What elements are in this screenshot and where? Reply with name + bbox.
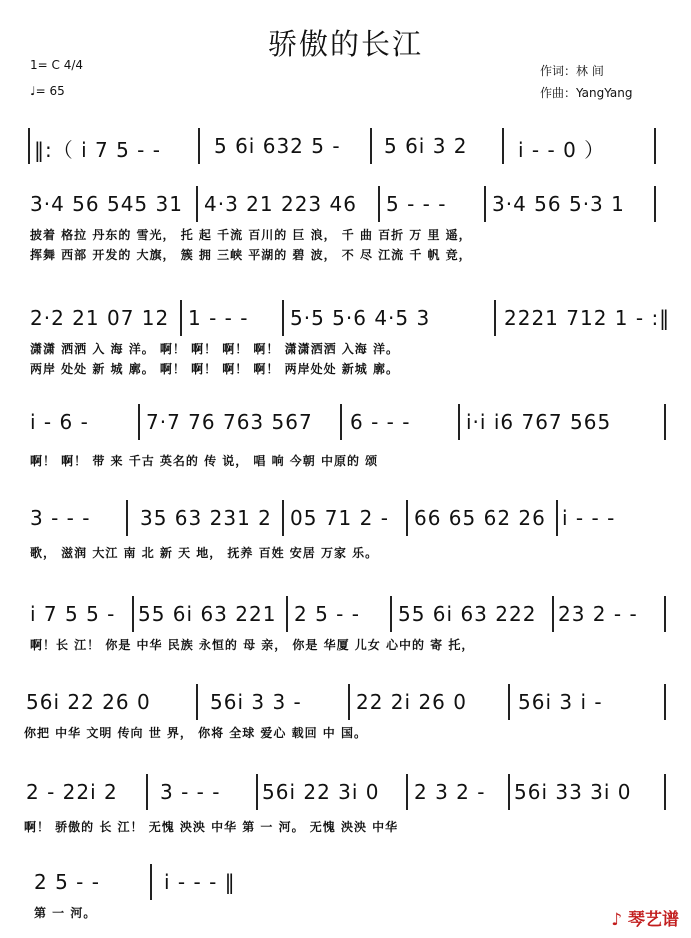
barline bbox=[348, 684, 350, 720]
measure: i - - 0 ） bbox=[518, 138, 606, 162]
measure: 4·3 21 223 46 bbox=[204, 192, 357, 216]
barline bbox=[664, 684, 666, 720]
logo-text: 琴艺谱 bbox=[628, 910, 679, 930]
measure: 55 6i 63 221 bbox=[138, 602, 277, 626]
measure: 7·7 76 763 567 bbox=[146, 410, 313, 434]
measure: 55 6i 63 222 bbox=[398, 602, 537, 626]
barline bbox=[282, 300, 284, 336]
tempo-marking: ♩= 65 bbox=[30, 84, 65, 98]
lyrics-verse-1: 潇潇 洒洒 入 海 洋。 啊！ 啊！ 啊！ 啊！ 潇潇洒洒 入海 洋。 bbox=[30, 342, 399, 356]
measure: 56i 3 i - bbox=[518, 690, 603, 714]
barline bbox=[390, 596, 392, 632]
lyrics-verse-2: 两岸 处处 新 城 廓。 啊！ 啊！ 啊！ 啊！ 两岸处处 新城 廓。 bbox=[30, 362, 399, 376]
lyrics: 啊！ 啊！ 带 来 千古 英名的 传 说， 唱 响 今朝 中原的 颂 bbox=[30, 454, 379, 468]
barline bbox=[146, 774, 148, 810]
measure: 23 2 - - bbox=[558, 602, 638, 626]
measure: 3 - - - bbox=[30, 506, 91, 530]
measure: 56i 33 3i 0 bbox=[514, 780, 632, 804]
barline bbox=[126, 500, 128, 536]
barline bbox=[494, 300, 496, 336]
barline bbox=[28, 128, 30, 164]
measure: i - - - ‖ bbox=[164, 870, 236, 894]
barline bbox=[556, 500, 558, 536]
barline bbox=[370, 128, 372, 164]
measure: ‖:（ i 7 5 - - bbox=[34, 138, 161, 162]
measure: 2 3 2 - bbox=[414, 780, 486, 804]
measure: 2 - 22i 2 bbox=[26, 780, 118, 804]
score-row-6 bbox=[0, 596, 691, 666]
lyricist: 作词：林 间 bbox=[540, 64, 604, 78]
measure: 3 - - - bbox=[160, 780, 221, 804]
measure: 2221 712 1 - :‖ bbox=[504, 306, 671, 330]
score-row-9 bbox=[0, 864, 691, 924]
barline bbox=[664, 404, 666, 440]
measure: 5 - - - bbox=[386, 192, 447, 216]
barline bbox=[198, 128, 200, 164]
score-row-4 bbox=[0, 404, 691, 474]
barline bbox=[508, 684, 510, 720]
site-logo bbox=[611, 905, 679, 930]
measure: 05 71 2 - bbox=[290, 506, 389, 530]
barline bbox=[502, 128, 504, 164]
score-row-2 bbox=[0, 186, 691, 266]
barline bbox=[458, 404, 460, 440]
lyrics-verse-2: 挥舞 西部 开发的 大旗， 簇 拥 三峡 平湖的 碧 波， 不 尽 江流 千 帆 竞， bbox=[30, 248, 472, 262]
barline bbox=[282, 500, 284, 536]
lyrics: 歌， 滋润 大江 南 北 新 天 地， 抚养 百姓 安居 万家 乐。 bbox=[30, 546, 379, 560]
measure: 3·4 56 545 31 bbox=[30, 192, 183, 216]
barline bbox=[406, 774, 408, 810]
measure: 5 6i 3 2 bbox=[384, 134, 468, 158]
measure: 56i 22 3i 0 bbox=[262, 780, 380, 804]
barline bbox=[256, 774, 258, 810]
measure: i 7 5 5 - bbox=[30, 602, 116, 626]
measure: 2 5 - - bbox=[294, 602, 360, 626]
measure: 22 2i 26 0 bbox=[356, 690, 467, 714]
barline bbox=[196, 186, 198, 222]
lyrics: 第 一 河。 bbox=[34, 906, 97, 920]
barline bbox=[664, 774, 666, 810]
measure: i - 6 - bbox=[30, 410, 89, 434]
barline bbox=[664, 596, 666, 632]
measure: 56i 22 26 0 bbox=[26, 690, 151, 714]
measure: 2 5 - - bbox=[34, 870, 100, 894]
barline bbox=[340, 404, 342, 440]
barline bbox=[484, 186, 486, 222]
barline bbox=[552, 596, 554, 632]
barline bbox=[406, 500, 408, 536]
barline bbox=[150, 864, 152, 900]
measure: 5 6i 632 5 - bbox=[214, 134, 341, 158]
measure: 35 63 231 2 bbox=[140, 506, 272, 530]
measure: 1 - - - bbox=[188, 306, 249, 330]
score-row-3 bbox=[0, 300, 691, 380]
lyrics-verse-1: 披着 格拉 丹东的 雪光， 托 起 千流 百川的 巨 浪， 千 曲 百折 万 里 遥， bbox=[30, 228, 472, 242]
score-row-7 bbox=[0, 684, 691, 754]
lyrics: 你把 中华 文明 传向 世 界， 你将 全球 爱心 载回 中 国。 bbox=[24, 726, 367, 740]
barline bbox=[138, 404, 140, 440]
key-time-signature: 1= C 4/4 bbox=[30, 58, 84, 72]
lyrics: 啊！ 骄傲的 长 江！ 无愧 泱泱 中华 第 一 河。 无愧 泱泱 中华 bbox=[24, 820, 399, 834]
measure: i·i i6 767 565 bbox=[466, 410, 612, 434]
barline bbox=[286, 596, 288, 632]
barline bbox=[508, 774, 510, 810]
composer: 作曲：YangYang bbox=[540, 86, 633, 100]
logo-icon: ♪ bbox=[611, 910, 623, 930]
measure: 5·5 5·6 4·5 3 bbox=[290, 306, 431, 330]
score-row-8 bbox=[0, 774, 691, 844]
barline bbox=[654, 128, 656, 164]
barline bbox=[378, 186, 380, 222]
barline bbox=[132, 596, 134, 632]
measure: 56i 3 3 - bbox=[210, 690, 302, 714]
measure: 66 65 62 26 bbox=[414, 506, 546, 530]
measure: 6 - - - bbox=[350, 410, 411, 434]
barline bbox=[654, 186, 656, 222]
song-title: 骄傲的长江 bbox=[267, 27, 423, 61]
measure: 3·4 56 5·3 1 bbox=[492, 192, 625, 216]
score-row-5 bbox=[0, 500, 691, 570]
measure: 2·2 21 07 12 bbox=[30, 306, 170, 330]
lyrics: 啊！长 江！ 你是 中华 民族 永恒的 母 亲， 你是 华厦 儿女 心中的 寄 托， bbox=[30, 638, 475, 652]
barline bbox=[196, 684, 198, 720]
measure: i - - - bbox=[562, 506, 616, 530]
barline bbox=[180, 300, 182, 336]
score-row-1 bbox=[0, 128, 691, 168]
